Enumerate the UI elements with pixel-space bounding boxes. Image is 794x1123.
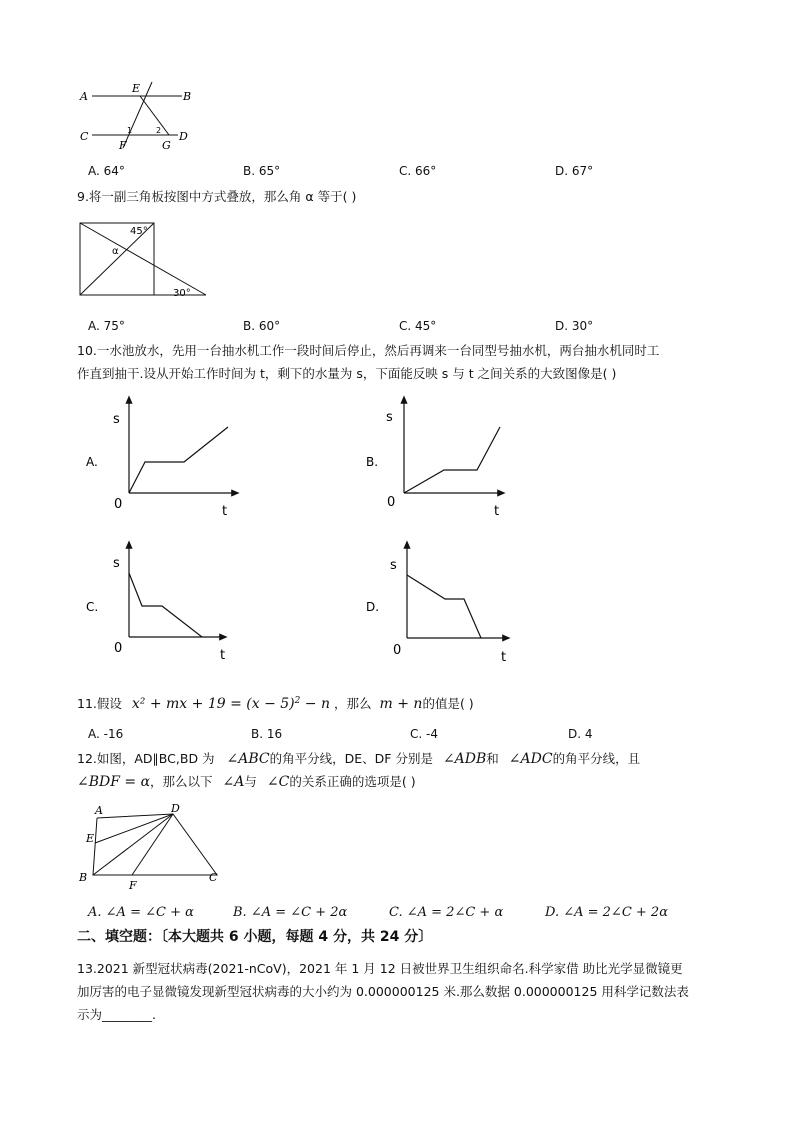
q9-label-30: 30° (173, 288, 191, 299)
q10-stem-line1: 10.一水池放水，先用一台抽水机工作一段时间后停止，然后再调来一台同型号抽水机，两台抽水机同时工 (77, 343, 660, 358)
q11-option-d: D. 4 (568, 727, 593, 741)
q10-d-s: s (390, 558, 397, 573)
q11-option-a: A. -16 (88, 727, 124, 741)
q12-stem-line2 (77, 772, 416, 792)
q8-label-e: E (132, 82, 141, 95)
q12-l2a: ∠BDF = α (77, 774, 151, 790)
q12-l1f: ∠ADC (508, 751, 553, 767)
q11-eq-exp: 2 (294, 696, 301, 706)
q10-b-t: t (494, 504, 500, 519)
q10-graph-c (84, 540, 244, 665)
q9-option-a: A. 75° (88, 319, 125, 333)
q8-option-c: C. 66° (399, 164, 437, 178)
q11-expr: m + n (379, 696, 423, 713)
q11-stem (77, 691, 474, 714)
q10-graph-b (362, 395, 522, 520)
q12-label-b: B (79, 871, 88, 884)
q8-label-2: 2 (156, 126, 162, 135)
q12-l2d: 与 (244, 774, 257, 789)
q12-stem-line1 (77, 749, 640, 769)
q10-graph-d (362, 540, 522, 665)
q10-d-label: D. (366, 600, 380, 614)
q9-option-b: B. 60° (243, 319, 281, 333)
q10-b-origin: 0 (387, 495, 396, 510)
q12-label-e: E (86, 832, 95, 845)
q8-label-f: F (119, 139, 127, 152)
q9-stem: 9.将一副三角板按图中方式叠放，那么角 α 等于( ) (77, 189, 357, 204)
q12-figure (76, 800, 226, 895)
q12-l1b: ∠ABC (226, 751, 270, 767)
q10-a-t: t (222, 504, 228, 519)
q10-c-label: C. (86, 600, 99, 614)
q12-l1d: ∠ADB (442, 751, 487, 767)
q12-l2f: 的关系正确的选项是( ) (289, 774, 416, 789)
q12-l1a: 12.如图，AD∥BC,BD 为 (77, 751, 215, 766)
q12-option-d: D. ∠A = 2∠C + 2α (545, 905, 668, 920)
q8-label-b: B (183, 90, 192, 103)
q10-c-origin: 0 (114, 641, 123, 656)
q12-l2b: ，那么以下 (150, 774, 213, 789)
q11-option-b: B. 16 (251, 727, 283, 741)
q10-c-t: t (220, 648, 226, 663)
section2-title: 二、填空题：〔本大题共 6 小题，每题 4 分，共 24 分〕 (77, 929, 433, 945)
q10-stem-line2: 作直到抽干.设从开始工作时间为 t，剩下的水量为 s，下面能反映 s 与 t 之间关系的大致图像是( ) (77, 366, 617, 381)
q12-label-c: C (209, 871, 218, 884)
q12-label-f: F (129, 879, 137, 892)
q12-l1g: 的角平分线，且 (552, 751, 641, 766)
q9-label-45: 45° (130, 226, 148, 237)
q8-option-d: D. 67° (555, 164, 594, 178)
q10-b-s: s (386, 410, 393, 425)
q11-eq-right: − n (300, 696, 331, 713)
q10-c-s: s (113, 556, 120, 571)
q8-option-a: A. 64° (88, 164, 125, 178)
q12-label-d: D (171, 802, 180, 815)
q13-line1: 13.2021 新型冠状病毒(2021-nCoV)，2021 年 1 月 12 日被世界卫生组织命名.科学家借 助比光学显微镜更 (77, 961, 683, 976)
q12-l1c: 的角平分线，DE、DF 分别是 (269, 751, 433, 766)
q13-line3: 示为________. (77, 1007, 156, 1022)
q12-label-a: A (95, 804, 103, 817)
q12-l2c: ∠A (222, 774, 245, 790)
q12-l2e: ∠C (266, 774, 290, 790)
q13-line2: 加厉害的电子显微镜发现新型冠状病毒的大小约为 0.000000125 米.那么数据 0.000000125 用科学记数法表 (77, 984, 689, 999)
q11-suffix: 的值是( ) (422, 696, 474, 712)
q10-a-s: s (113, 412, 120, 427)
q10-graph-a (84, 395, 244, 520)
q8-label-d: D (179, 130, 188, 143)
q9-option-d: D. 30° (555, 319, 594, 333)
q10-b-label: B. (366, 455, 379, 469)
q12-option-a: A. ∠A = ∠C + α (88, 905, 194, 920)
q8-figure (74, 78, 204, 154)
q11-prefix: 11.假设 (77, 696, 122, 712)
q12-l1e: 和 (486, 751, 499, 766)
q12-option-c: C. ∠A = 2∠C + α (389, 905, 504, 920)
q9-figure (76, 220, 212, 300)
q8-label-1: 1 (127, 126, 133, 135)
q12-option-b: B. ∠A = ∠C + 2α (233, 905, 348, 920)
q11-option-c: C. -4 (410, 727, 438, 741)
q10-d-t: t (501, 650, 507, 665)
q9-label-alpha: α (112, 246, 119, 257)
q11-mid: ，那么 (334, 696, 372, 712)
q8-label-c: C (80, 130, 89, 143)
q10-a-origin: 0 (114, 497, 123, 512)
q8-option-b: B. 65° (243, 164, 281, 178)
q8-label-a: A (80, 90, 88, 103)
q10-a-label: A. (86, 455, 98, 469)
q11-eq-left: x² + mx + 19 = (x − 5) (131, 696, 295, 713)
q8-label-g: G (162, 139, 171, 152)
q10-d-origin: 0 (393, 643, 402, 658)
q9-option-c: C. 45° (399, 319, 437, 333)
